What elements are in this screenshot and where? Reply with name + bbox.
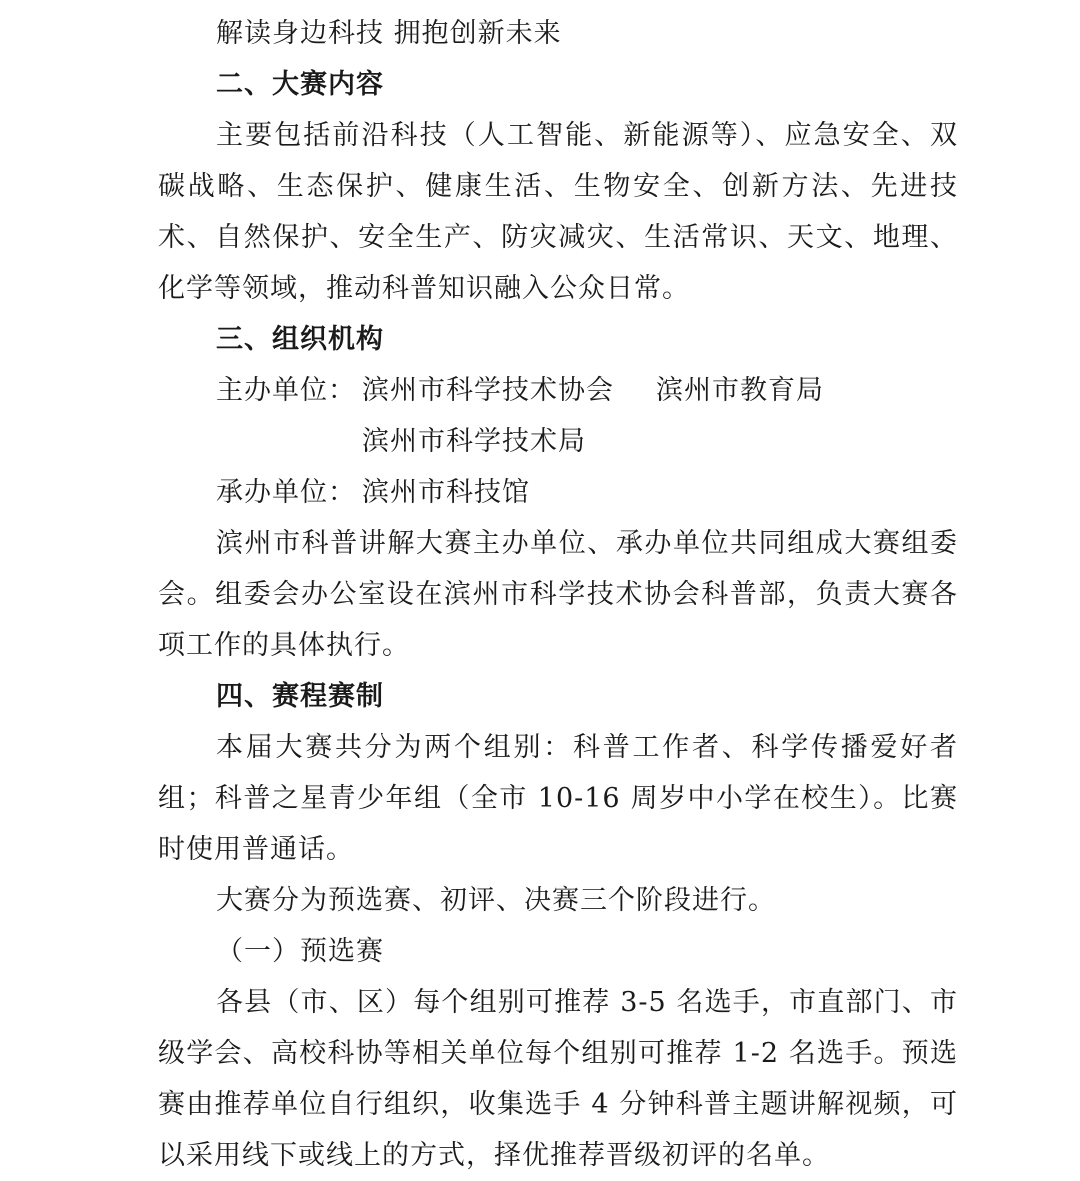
host-unit-3: 滨州市科学技术局	[362, 426, 586, 457]
organizer-line	[158, 467, 958, 518]
subsection-heading-preliminary: （一）预选赛	[216, 936, 384, 967]
section-heading-content: 二、大赛内容	[216, 69, 384, 100]
preliminary-paragraph: 各县（市、区）每个组别可推荐 3-5 名选手，市直部门、市级学会、高校科协等相关单位每个组别可推荐 1-2 名选手。预选赛由推荐单位自行组织，收集选手 4 分钟科普主题讲解视频，可以采用线下或线上的方式，择优推荐晋级初评的名单。	[158, 987, 958, 1171]
content-paragraph: 主要包括前沿科技（人工智能、新能源等）、应急安全、双碳战略、生态保护、健康生活、生物安全、创新方法、先进技术、自然保护、安全生产、防灾减灾、生活常识、天文、地理、化学等领域，推动科普知识融入公众日常。	[158, 120, 958, 304]
section-heading-organization: 三、组织机构	[216, 324, 384, 355]
section-heading-schedule: 四、赛程赛制	[216, 681, 384, 712]
groups-paragraph: 本届大赛共分为两个组别：科普工作者、科学传播爱好者组；科普之星青少年组（全市 10-16 周岁中小学在校生）。比赛时使用普通话。	[158, 732, 958, 865]
host-unit-2: 滨州市教育局	[656, 375, 824, 406]
slogan-line: 解读身边科技 拥抱创新未来	[216, 18, 562, 49]
stages-paragraph: 大赛分为预选赛、初评、决赛三个阶段进行。	[216, 885, 776, 916]
document-body	[158, 8, 958, 1181]
organizer-label: 承办单位：	[216, 477, 356, 508]
host-unit-1: 滨州市科学技术协会	[362, 375, 614, 406]
organizer-unit: 滨州市科技馆	[362, 477, 530, 508]
host-label: 主办单位：	[216, 375, 356, 406]
host-line	[158, 365, 958, 416]
committee-paragraph: 滨州市科普讲解大赛主办单位、承办单位共同组成大赛组委会。组委会办公室设在滨州市科学技术协会科普部，负责大赛各项工作的具体执行。	[158, 528, 958, 661]
